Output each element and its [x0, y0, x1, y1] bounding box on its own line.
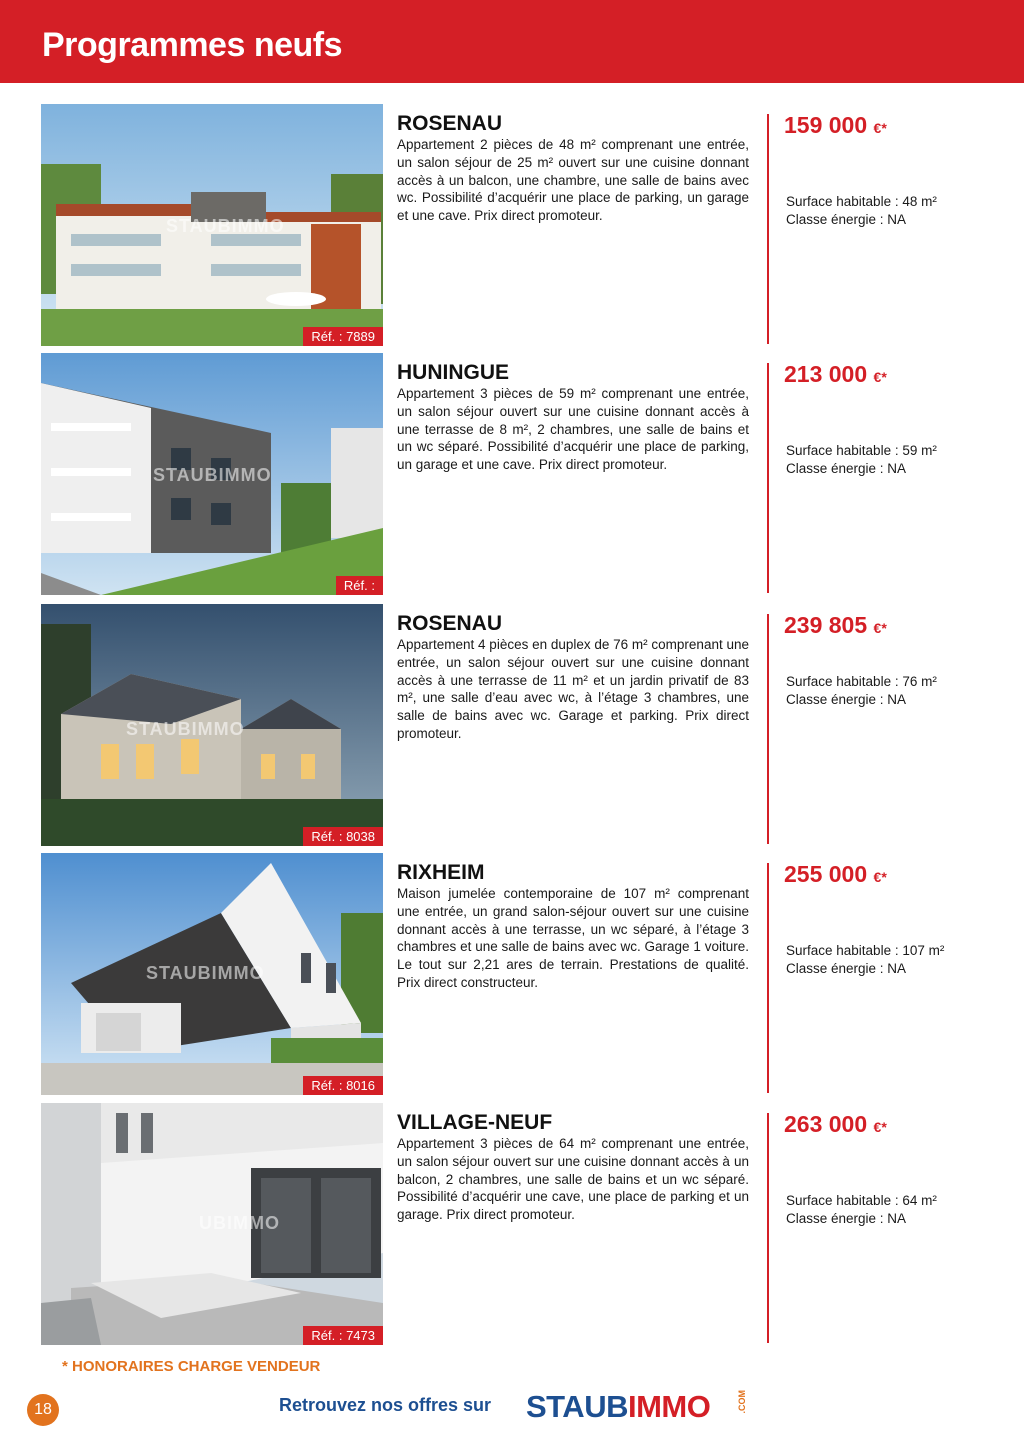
price — [784, 112, 887, 139]
property-specs — [786, 1192, 937, 1228]
surface-area: Surface habitable : 48 m² — [786, 194, 937, 209]
divider-line — [767, 863, 769, 1093]
property-description: Appartement 3 pièces de 59 m² comprenant une entrée, un salon séjour ouvert sur une cuisine donnant accès à une terrasse de 8 m², 2 chambres, une salle de bains et un wc séparé. Possibilité d’acquérir une place de parking, un garage et une cave. Prix direct promoteur. — [397, 386, 749, 473]
property-photo[interactable] — [41, 853, 383, 1095]
city-title: ROSENAU — [397, 612, 503, 635]
watermark: UBIMMO — [199, 1213, 280, 1233]
price-currency: €* — [873, 1119, 887, 1135]
reference-badge: Réf. : 8038 — [303, 827, 383, 846]
watermark: STAUBIMMO — [146, 963, 265, 983]
property-description: Appartement 2 pièces de 48 m² comprenant une entrée, un salon séjour de 25 m² ouvert sur une cuisine donnant accès à un balcon, une chambre, une salle de bains avec wc. Possibilité d’acquérir une place de parking, un garage et une cave. Prix direct promoteur. — [397, 137, 749, 224]
property-specs — [786, 193, 937, 229]
reference-badge: Réf. : 7889 — [303, 327, 383, 346]
price-currency: €* — [873, 120, 887, 136]
logo-part-immo: IMMO — [627, 1389, 711, 1424]
surface-area: Surface habitable : 64 m² — [786, 1193, 937, 1208]
price-value: 239 805 — [784, 612, 868, 638]
energy-class: Classe énergie : NA — [786, 961, 907, 976]
price — [784, 361, 887, 388]
page-number: 18 — [27, 1394, 59, 1426]
price-currency: €* — [873, 620, 887, 636]
divider-line — [767, 614, 769, 844]
listing-card[interactable] — [0, 853, 1024, 1095]
energy-class: Classe énergie : NA — [786, 692, 907, 707]
property-specs — [786, 673, 937, 709]
page-header — [0, 0, 1024, 83]
price — [784, 861, 887, 888]
property-specs — [786, 442, 937, 478]
listing-card[interactable] — [0, 353, 1024, 595]
watermark: STAUBIMMO — [126, 719, 245, 739]
energy-class: Classe énergie : NA — [786, 1211, 907, 1226]
price — [784, 612, 887, 639]
surface-area: Surface habitable : 59 m² — [786, 443, 937, 458]
price-value: 159 000 — [784, 112, 868, 138]
logo-part-staub: STAUB — [526, 1389, 628, 1424]
price-currency: €* — [873, 869, 887, 885]
city-title: RIXHEIM — [397, 861, 485, 884]
city-title: HUNINGUE — [397, 361, 510, 384]
watermark: STAUBIMMO — [153, 465, 272, 485]
property-photo[interactable] — [41, 604, 383, 846]
price-currency: €* — [873, 369, 887, 385]
price-value: 213 000 — [784, 361, 868, 387]
logo-suffix: .COM — [737, 1390, 747, 1414]
property-description: Maison jumelée contemporaine de 107 m² comprenant une entrée, un grand salon-séjour ouvert sur une cuisine donnant accès à une terrasse, un wc séparé, à l’étage 3 chambres et une salle de bains avec wc. Garage 1 voiture. Le tout sur 2,21 ares de terrain. Prestations de qualité. Prix direct constructeur. — [397, 886, 749, 990]
property-photo[interactable] — [41, 1103, 383, 1345]
property-specs — [786, 942, 944, 978]
fees-footnote: * HONORAIRES CHARGE VENDEUR — [62, 1358, 321, 1375]
surface-area: Surface habitable : 107 m² — [786, 943, 945, 958]
footer-text: Retrouvez nos offres sur — [279, 1395, 492, 1415]
page-title: Programmes neufs — [42, 26, 342, 64]
reference-badge: Réf. : — [336, 576, 383, 595]
divider-line — [767, 114, 769, 344]
property-description: Appartement 4 pièces en duplex de 76 m² comprenant une entrée, un salon séjour ouvert sur une cuisine donnant accès à une terrasse de 11 m² et un jardin privatif de 83 m², une salle d’eau avec wc, à l’étage 3 chambres, une salle de bains avec wc. Garage et parking. Prix direct promoteur. — [397, 637, 749, 741]
price-value: 255 000 — [784, 861, 868, 887]
property-photo[interactable] — [41, 353, 383, 595]
watermark: STAUBIMMO — [166, 216, 285, 236]
city-title: VILLAGE-NEUF — [397, 1111, 553, 1134]
surface-area: Surface habitable : 76 m² — [786, 674, 937, 689]
staubimmo-logo[interactable] — [526, 1389, 747, 1424]
divider-line — [767, 363, 769, 593]
divider-line — [767, 1113, 769, 1343]
reference-badge: Réf. : 8016 — [303, 1076, 383, 1095]
reference-badge: Réf. : 7473 — [303, 1326, 383, 1345]
property-photo[interactable] — [41, 104, 383, 346]
energy-class: Classe énergie : NA — [786, 461, 907, 476]
city-title: ROSENAU — [397, 112, 503, 135]
listing-card[interactable] — [0, 104, 1024, 346]
price-value: 263 000 — [784, 1111, 868, 1137]
property-description: Appartement 3 pièces de 64 m² comprenant une entrée, un salon séjour ouvert sur une cuisine donnant accès à un balcon, 2 chambres, une salle de bains et un wc séparé. Possibilité d’acquérir une cave, une place de parking et un garage. Prix direct promoteur. — [397, 1136, 749, 1223]
listing-card[interactable] — [0, 1103, 1024, 1345]
energy-class: Classe énergie : NA — [786, 212, 907, 227]
listing-card[interactable] — [0, 604, 1024, 846]
price — [784, 1111, 887, 1138]
